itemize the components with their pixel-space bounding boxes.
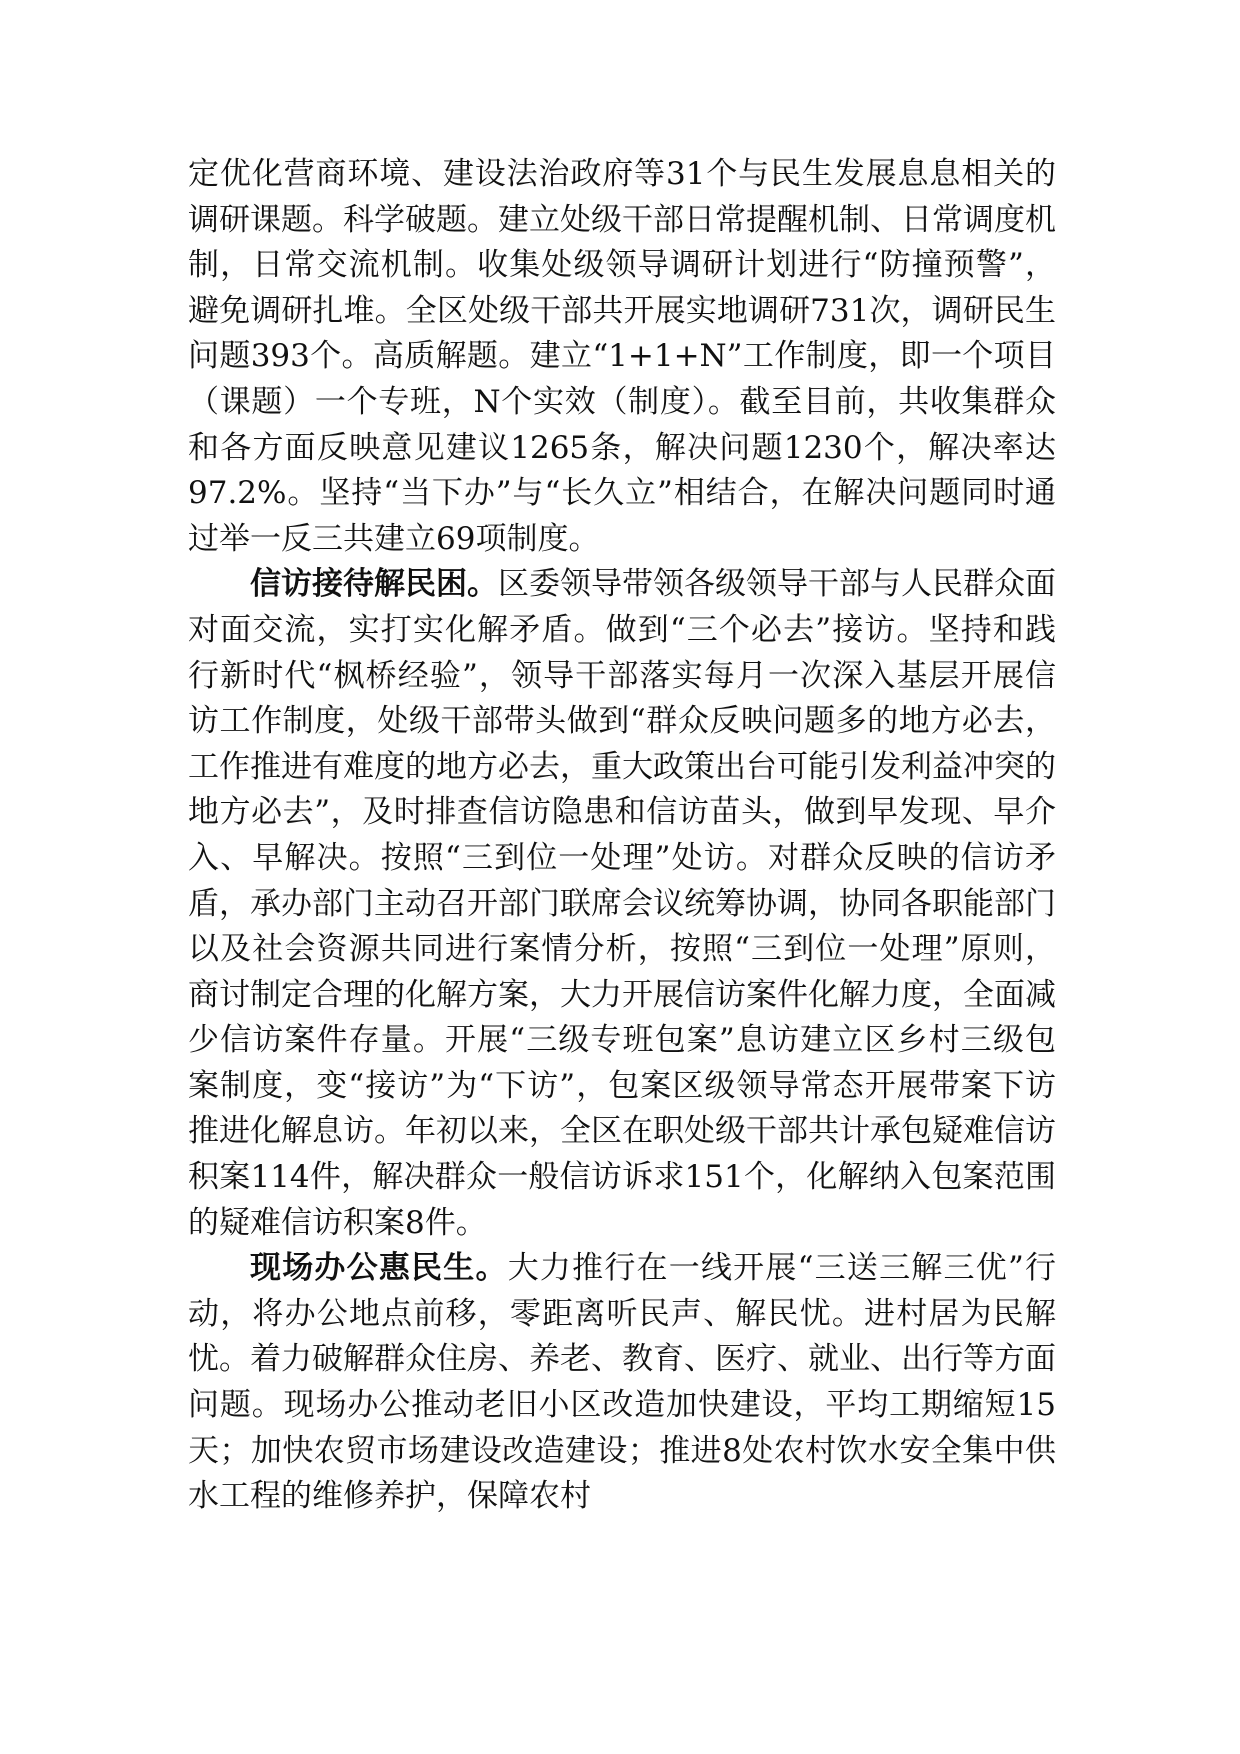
paragraph-text: 区委领导带领各级领导干部与人民群众面对面交流，实打实化解矛盾。做到“三个必去”接访。坚持和践行新时代“枫桥经验”，领导干部落实每月一次深入基层开展信访工作制度，处级干部带头做到“群众反映问题多的地方必去，工作推进有难度的地方必去，重大政策出台可能引发利益冲突的地方必去”，及时排查信访隐患和信访苗头，做到早发现、早介入、早解决。按照“三到位一处理”处访。对群众反映的信访矛盾，承办部门主动召开部门联席会议统筹协调，协同各职能部门以及社会资源共同进行案情分析，按照“三到位一处理”原则，商讨制定合理的化解方案，大力开展信访案件化解力度，全面减少信访案件存量。开展“三级专班包案”息访建立区乡村三级包案制度，变“接访”为“下访”，包案区级领导常态开展带案下访推进化解息访。年初以来，全区在职处级干部共计承包疑难信访积案114件，解决群众一般信访诉求151个，化解纳入包案范围的疑难信访积案8件。 bbox=[188, 566, 1056, 1241]
document-body bbox=[188, 152, 1056, 1520]
paragraph-onsite-office bbox=[188, 1246, 1056, 1520]
paragraph-lead-heading: 信访接待解民困。 bbox=[250, 566, 498, 603]
paragraph-text: 定优化营商环境、建设法治政府等31个与民生发展息息相关的调研课题。科学破题。建立处级干部日常提醒机制、日常调度机制，日常交流机制。收集处级领导调研计划进行“防撞预警”，避免调研扎堆。全区处级干部共开展实地调研731次，调研民生问题393个。高质解题。建立“1+1+N”工作制度，即一个项目（课题）一个专班，N个实效（制度）。截至目前，共收集群众和各方面反映意见建议1265条，解决问题1230个，解决率达97.2%。坚持“当下办”与“长久立”相结合，在解决问题同时通过举一反三共建立69项制度。 bbox=[188, 156, 1056, 557]
paragraph-continuation bbox=[188, 152, 1056, 562]
paragraph-text: 大力推行在一线开展“三送三解三优”行动，将办公地点前移，零距离听民声、解民忧。进村居为民解忧。着力破解群众住房、养老、教育、医疗、就业、出行等方面问题。现场办公推动老旧小区改造加快建设，平均工期缩短15天；加快农贸市场建设改造建设；推进8处农村饮水安全集中供水工程的维修养护，保障农村 bbox=[188, 1250, 1056, 1515]
paragraph-lead-heading: 现场办公惠民生。 bbox=[250, 1250, 508, 1287]
paragraph-petition-reception bbox=[188, 562, 1056, 1246]
